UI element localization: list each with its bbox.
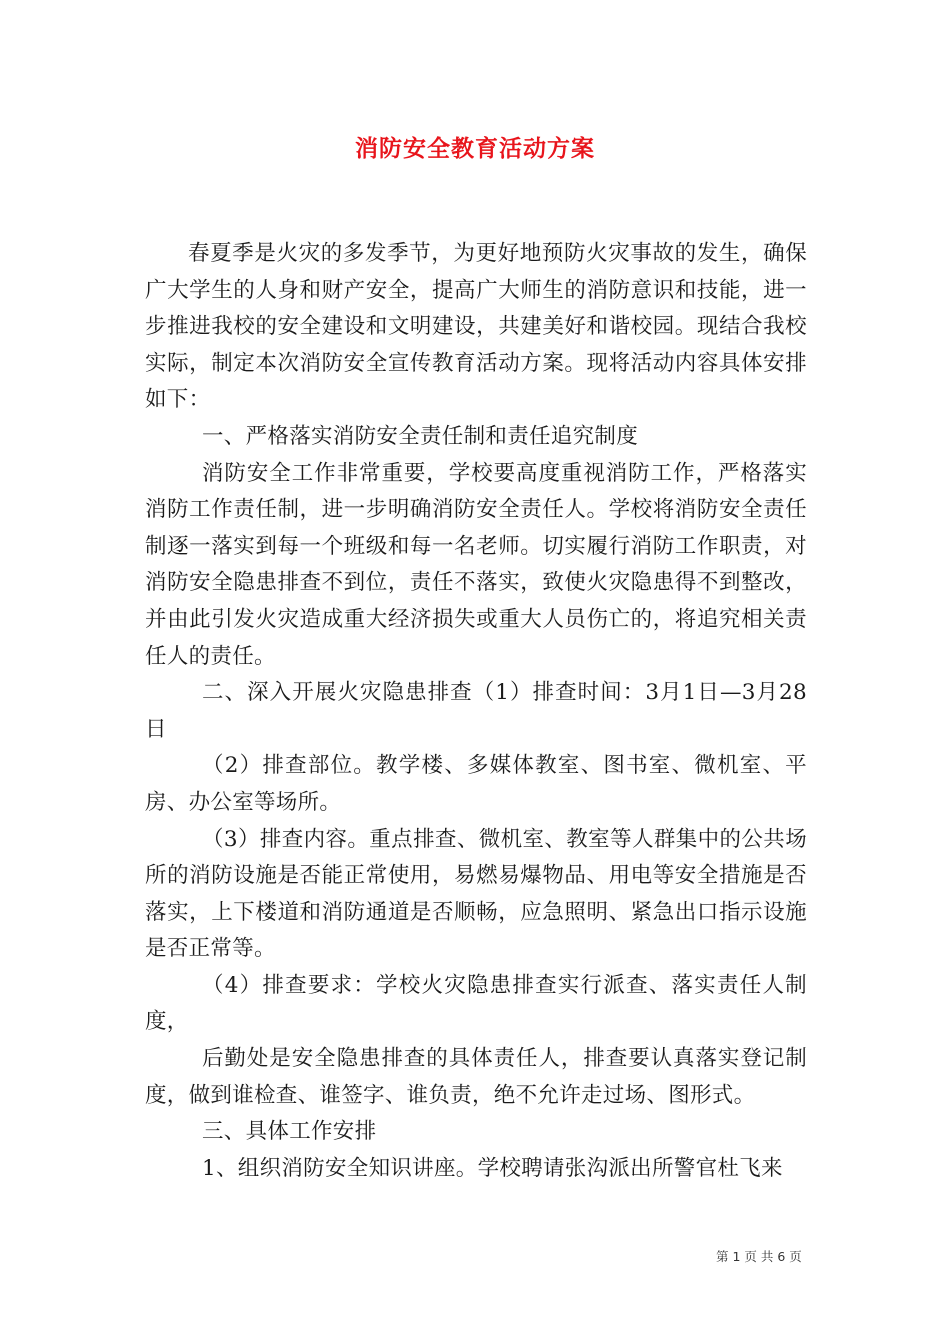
paragraph-responsibility: 消防安全工作非常重要，学校要高度重视消防工作，严格落实消防工作责任制，进一步明确消防安全责任人。学校将消防安全责任制逐一落实到每一个班级和每一名老师。切实履行消防工作职责，对消防安全隐患排查不到位，责任不落实，致使火灾隐患得不到整改，并由此引发火灾造成重大经济损失或重大人员伤亡的，将追究相关责任人的责任。 xyxy=(145,460,807,669)
paragraph-intro: 春夏季是火灾的多发季节，为更好地预防火灾事故的发生，确保广大学生的人身和财产安全，提高广大师生的消防意识和技能，进一步推进我校的安全建设和文明建设，共建美好和谐校园。现结合我校实际，制定本次消防安全宣传教育活动方案。现将活动内容具体安排如下： xyxy=(145,241,807,413)
section-heading-2: 二、深入开展火灾隐患排查（1）排查时间：3月1日—3月28日 xyxy=(145,680,807,742)
document-body xyxy=(145,236,807,1187)
section-heading-1: 一、严格落实消防安全责任制和责任追究制度 xyxy=(202,423,639,449)
paragraph-logistics: 后勤处是安全隐患排查的具体责任人，排查要认真落实登记制度，做到谁检查、谁签字、谁负责，绝不允许走过场、图形式。 xyxy=(145,1046,807,1108)
document-title: 消防安全教育活动方案 xyxy=(355,135,595,162)
paragraph-inspection-locations: （2）排查部位。教学楼、多媒体教室、图书室、微机室、平房、办公室等场所。 xyxy=(145,753,807,815)
paragraph-lecture: 1、组织消防安全知识讲座。学校聘请张沟派出所警官杜飞来 xyxy=(202,1155,783,1181)
section-heading-3: 三、具体工作安排 xyxy=(202,1119,377,1145)
paragraph-inspection-requirements: （4）排查要求：学校火灾隐患排查实行派查、落实责任人制度， xyxy=(145,972,807,1035)
paragraph-inspection-content: （3）排查内容。重点排查、微机室、教室等人群集中的公共场所的消防设施是否能正常使用，易燃易爆物品、用电等安全措施是否落实，上下楼道和消防通道是否顺畅，应急照明、紧急出口指示设施是否正常等。 xyxy=(145,826,807,962)
page-number: 第 1 页 共 6 页 xyxy=(716,1249,802,1264)
